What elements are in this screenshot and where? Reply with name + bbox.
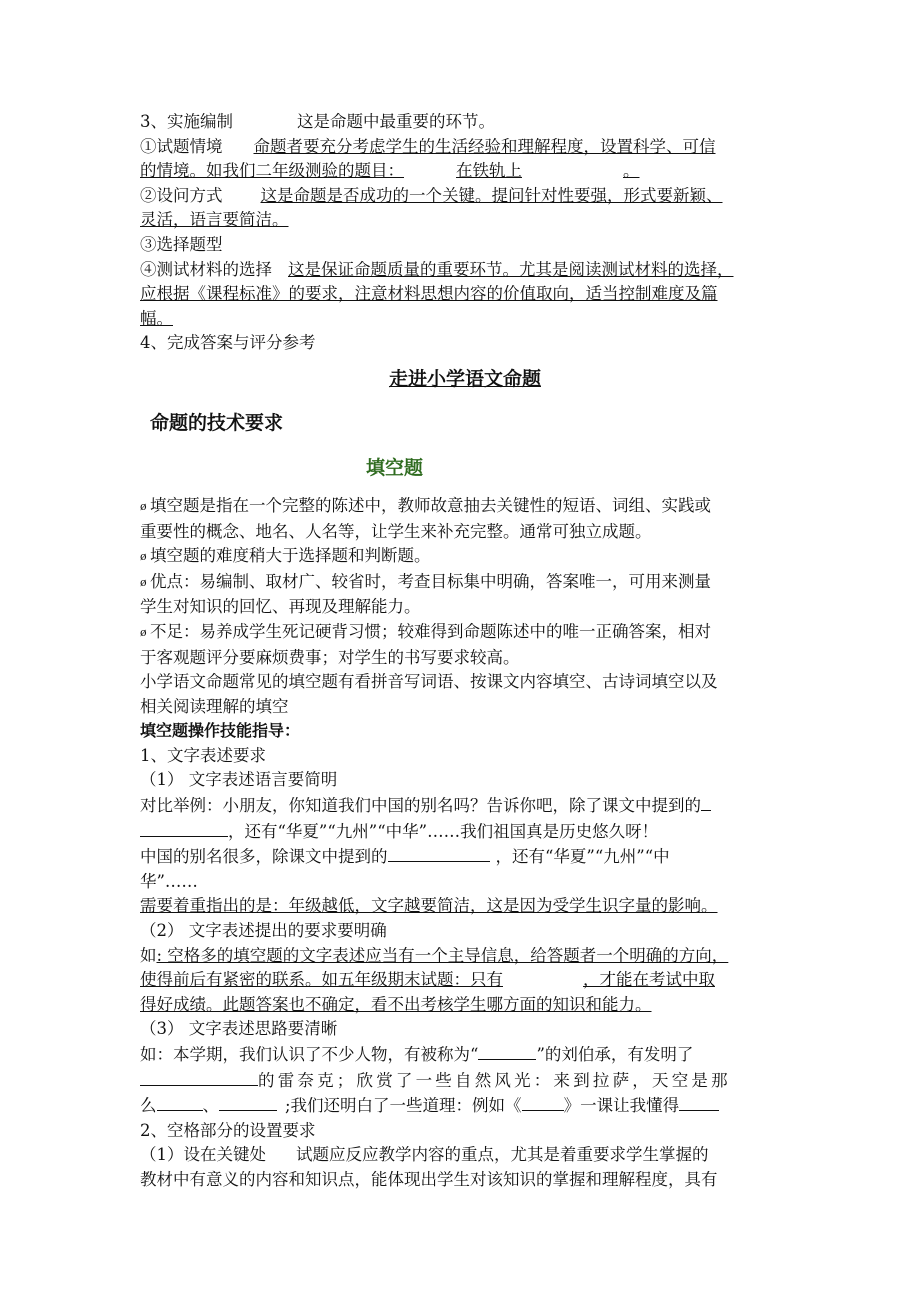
item2-text-a: 这是命题是否成功的一个关键。提问针对性要强，形式要新颖、 (260, 185, 723, 205)
example2-text-a: 如 (140, 945, 157, 965)
blank-line (157, 1093, 203, 1111)
example2-text-d: ，才能在考试中取 (583, 970, 715, 990)
blank-line (679, 1093, 719, 1111)
guide-s1: 1、文字表述要求 (140, 745, 266, 765)
item2-text-b: 灵活，语言要简洁。 (140, 210, 289, 230)
item3-label: ③选择题型 (140, 234, 223, 254)
bullet-1-line-1 (140, 494, 790, 520)
bullet-1-text-a: 填空题是指在一个完整的陈述中，教师故意抽去关键性的短语、词组、实践或 (150, 495, 711, 515)
example3-text-c: 的雷奈克；欣赏了一些自然风光：来到拉萨，天空是那 (258, 1070, 731, 1090)
example3-line-3 (140, 1093, 790, 1119)
sub-heading: 命题的技术要求 (150, 411, 284, 434)
document-page (140, 110, 790, 1193)
example3-text-d: 么 (140, 1096, 157, 1116)
note1-line (140, 894, 790, 919)
section3-title: 3、实施编制 (140, 112, 233, 131)
item3-line (140, 233, 790, 258)
item1-line-1 (140, 135, 790, 160)
bullet-1-text-b: 重要性的概念、地名、人名等，让学生来补充完整。通常可独立成题。 (140, 521, 652, 541)
example1-text-e: 华”…… (140, 871, 198, 891)
item2-line-1 (140, 184, 790, 209)
example2-text-c: 使得前后有紧密的联系。如五年级期末试题：只有 (140, 970, 503, 990)
common-line-1 (140, 670, 790, 695)
item4-line-1 (140, 258, 790, 283)
bullet-3-line-1 (140, 570, 790, 596)
guide-s1-3-line (140, 1017, 790, 1042)
example1-line-4 (140, 870, 790, 895)
example2-line-2 (140, 968, 790, 993)
guide-s2-1-line-1 (140, 1143, 790, 1168)
guide-s2-1-line-2 (140, 1168, 790, 1193)
item4-line-2 (140, 282, 790, 307)
bullet-4-text-b: 于客观题评分要麻烦费事；对学生的书写要求较高。 (140, 647, 520, 667)
item1-text-b: 的情境。如我们二年级测验的题目： (140, 161, 404, 181)
item1-label: ①试题情境 (140, 136, 223, 156)
example3-text-a: 如：本学期，我们认识了不少人物，有被称为“ (140, 1045, 479, 1064)
example1-line-2 (140, 819, 790, 845)
item1-text-d: 。 (623, 161, 640, 181)
blank-line (140, 1068, 258, 1086)
bullet-icon: ø (140, 575, 147, 589)
bullet-4-line-1 (140, 620, 790, 646)
guide-s2-1-a: （1）设在关键处 (140, 1145, 266, 1165)
guide-s2: 2、空格部分的设置要求 (140, 1120, 316, 1140)
blank-line (140, 819, 228, 837)
example2-text-e: 得好成绩。此题答案也不确定，看不出考核学生哪方面的知识和能力。 (140, 994, 652, 1014)
guide-s2-1-c: 教材中有意义的内容和知识点，能体现出学生对该知识的掌握和理解程度，具有 (140, 1169, 718, 1189)
example1-text-a: 对比举例：小朋友，你知道我们中国的别名吗？告诉你吧，除了课文中提到的 (140, 796, 701, 816)
example1-line-3 (140, 844, 790, 870)
bullet-3-line-2 (140, 595, 790, 620)
example1-text-c: 中国的别名很多，除课文中提到的 (140, 847, 388, 867)
guide-s2-line (140, 1119, 790, 1144)
guide-s1-2: （2） 文字表述提出的要求要明确 (140, 921, 387, 941)
example2-line-1 (140, 944, 790, 969)
example2-line-3 (140, 993, 790, 1018)
item1-text-c: 在铁轨上 (456, 161, 522, 181)
guide-s1-line (140, 744, 790, 769)
bullet-2-text: 填空题的难度稍大于选择题和判断题。 (150, 546, 431, 566)
bullet-4-text-a: 不足：易养成学生死记硬背习惯；较难得到命题陈述中的唯一正确答案，相对 (150, 621, 711, 641)
common-text-b: 相关阅读理解的填空 (140, 696, 289, 716)
item2-label: ②设问方式 (140, 185, 223, 205)
item4-text-a: 这是保证命题质量的重要环节。尤其是阅读测试材料的选择， (288, 259, 734, 279)
bullet-4-line-2 (140, 646, 790, 671)
guide-title: 填空题操作技能指导： (140, 721, 301, 741)
guide-s1-1: （1） 文字表述语言要简明 (140, 770, 338, 790)
blank-line (522, 1093, 564, 1111)
bullet-3-text-a: 优点：易编制、取材广、较省时，考查目标集中明确，答案唯一，可用来测量 (150, 571, 711, 591)
example3-text-e: 、 (202, 1096, 219, 1116)
example1-text-b: ，还有“华夏”“九州”“中华”……我们祖国真是历史悠久呀！ (228, 821, 659, 841)
section-heading-fill-blank: 填空题 (366, 456, 424, 479)
example3-line-2 (140, 1068, 790, 1094)
main-heading: 走进小学语文命题 (388, 367, 541, 390)
blank-line (701, 793, 711, 811)
blank-line (478, 1042, 536, 1060)
example1-line-1 (140, 793, 790, 819)
bullet-icon: ø (140, 499, 147, 513)
section3-line (140, 110, 790, 135)
section4-title: 4、完成答案与评分参考 (140, 333, 316, 353)
item1-text-a: 命题者要充分考虑学生的生活经验和理解程度，设置科学、可信 (253, 136, 716, 156)
example3-line-1 (140, 1042, 790, 1068)
common-line-2 (140, 695, 790, 720)
item2-line-2 (140, 208, 790, 233)
guide-s1-3: （3） 文字表述思路要清晰 (140, 1019, 338, 1039)
bullet-1-line-2 (140, 520, 790, 545)
example2-text-b: : 空格多的填空题的文字表述应当有一个主导信息，给答题者一个明确的方向， (156, 945, 729, 965)
example3-text-g: 》一课让我懂得 (563, 1096, 680, 1116)
section4-line (140, 331, 790, 356)
bullet-2-line (140, 544, 790, 570)
item4-text-b: 应根据《课程标准》的要求，注意材料思想内容的价值取向，适当控制难度及篇 (140, 284, 718, 304)
common-text-a: 小学语文命题常见的填空题有看拼音写词语、按课文内容填空、古诗词填空以及 (140, 672, 718, 692)
guide-title-line (140, 719, 790, 744)
guide-s1-2-line (140, 919, 790, 944)
item4-label: ④测试材料的选择 (140, 259, 272, 279)
guide-s2-1-b: 试题应反应教学内容的重点，尤其是着重要求学生掌握的 (296, 1145, 709, 1165)
note1-text: 需要着重指出的是：年级越低，文字越要简洁，这是因为受学生识字量的影响。 (140, 896, 718, 916)
guide-s1-1-line (140, 768, 790, 793)
bullet-icon: ø (140, 625, 147, 639)
example1-text-d: ，还有“华夏”“九州”“中 (495, 847, 670, 867)
blank-line (219, 1093, 277, 1111)
item4-line-3 (140, 307, 790, 332)
blank-line (388, 844, 490, 862)
bullet-3-text-b: 学生对知识的回忆、再现及理解能力。 (140, 597, 421, 617)
item1-line-2 (140, 159, 790, 184)
section3-desc: 这是命题中最重要的环节。 (297, 112, 495, 131)
example3-text-f: ;我们还明白了一些道理：例如《 (285, 1096, 522, 1116)
item4-text-c: 幅。 (140, 308, 173, 328)
example3-text-b: ”的刘伯承，有发明了 (536, 1045, 694, 1064)
bullet-icon: ø (140, 550, 147, 564)
